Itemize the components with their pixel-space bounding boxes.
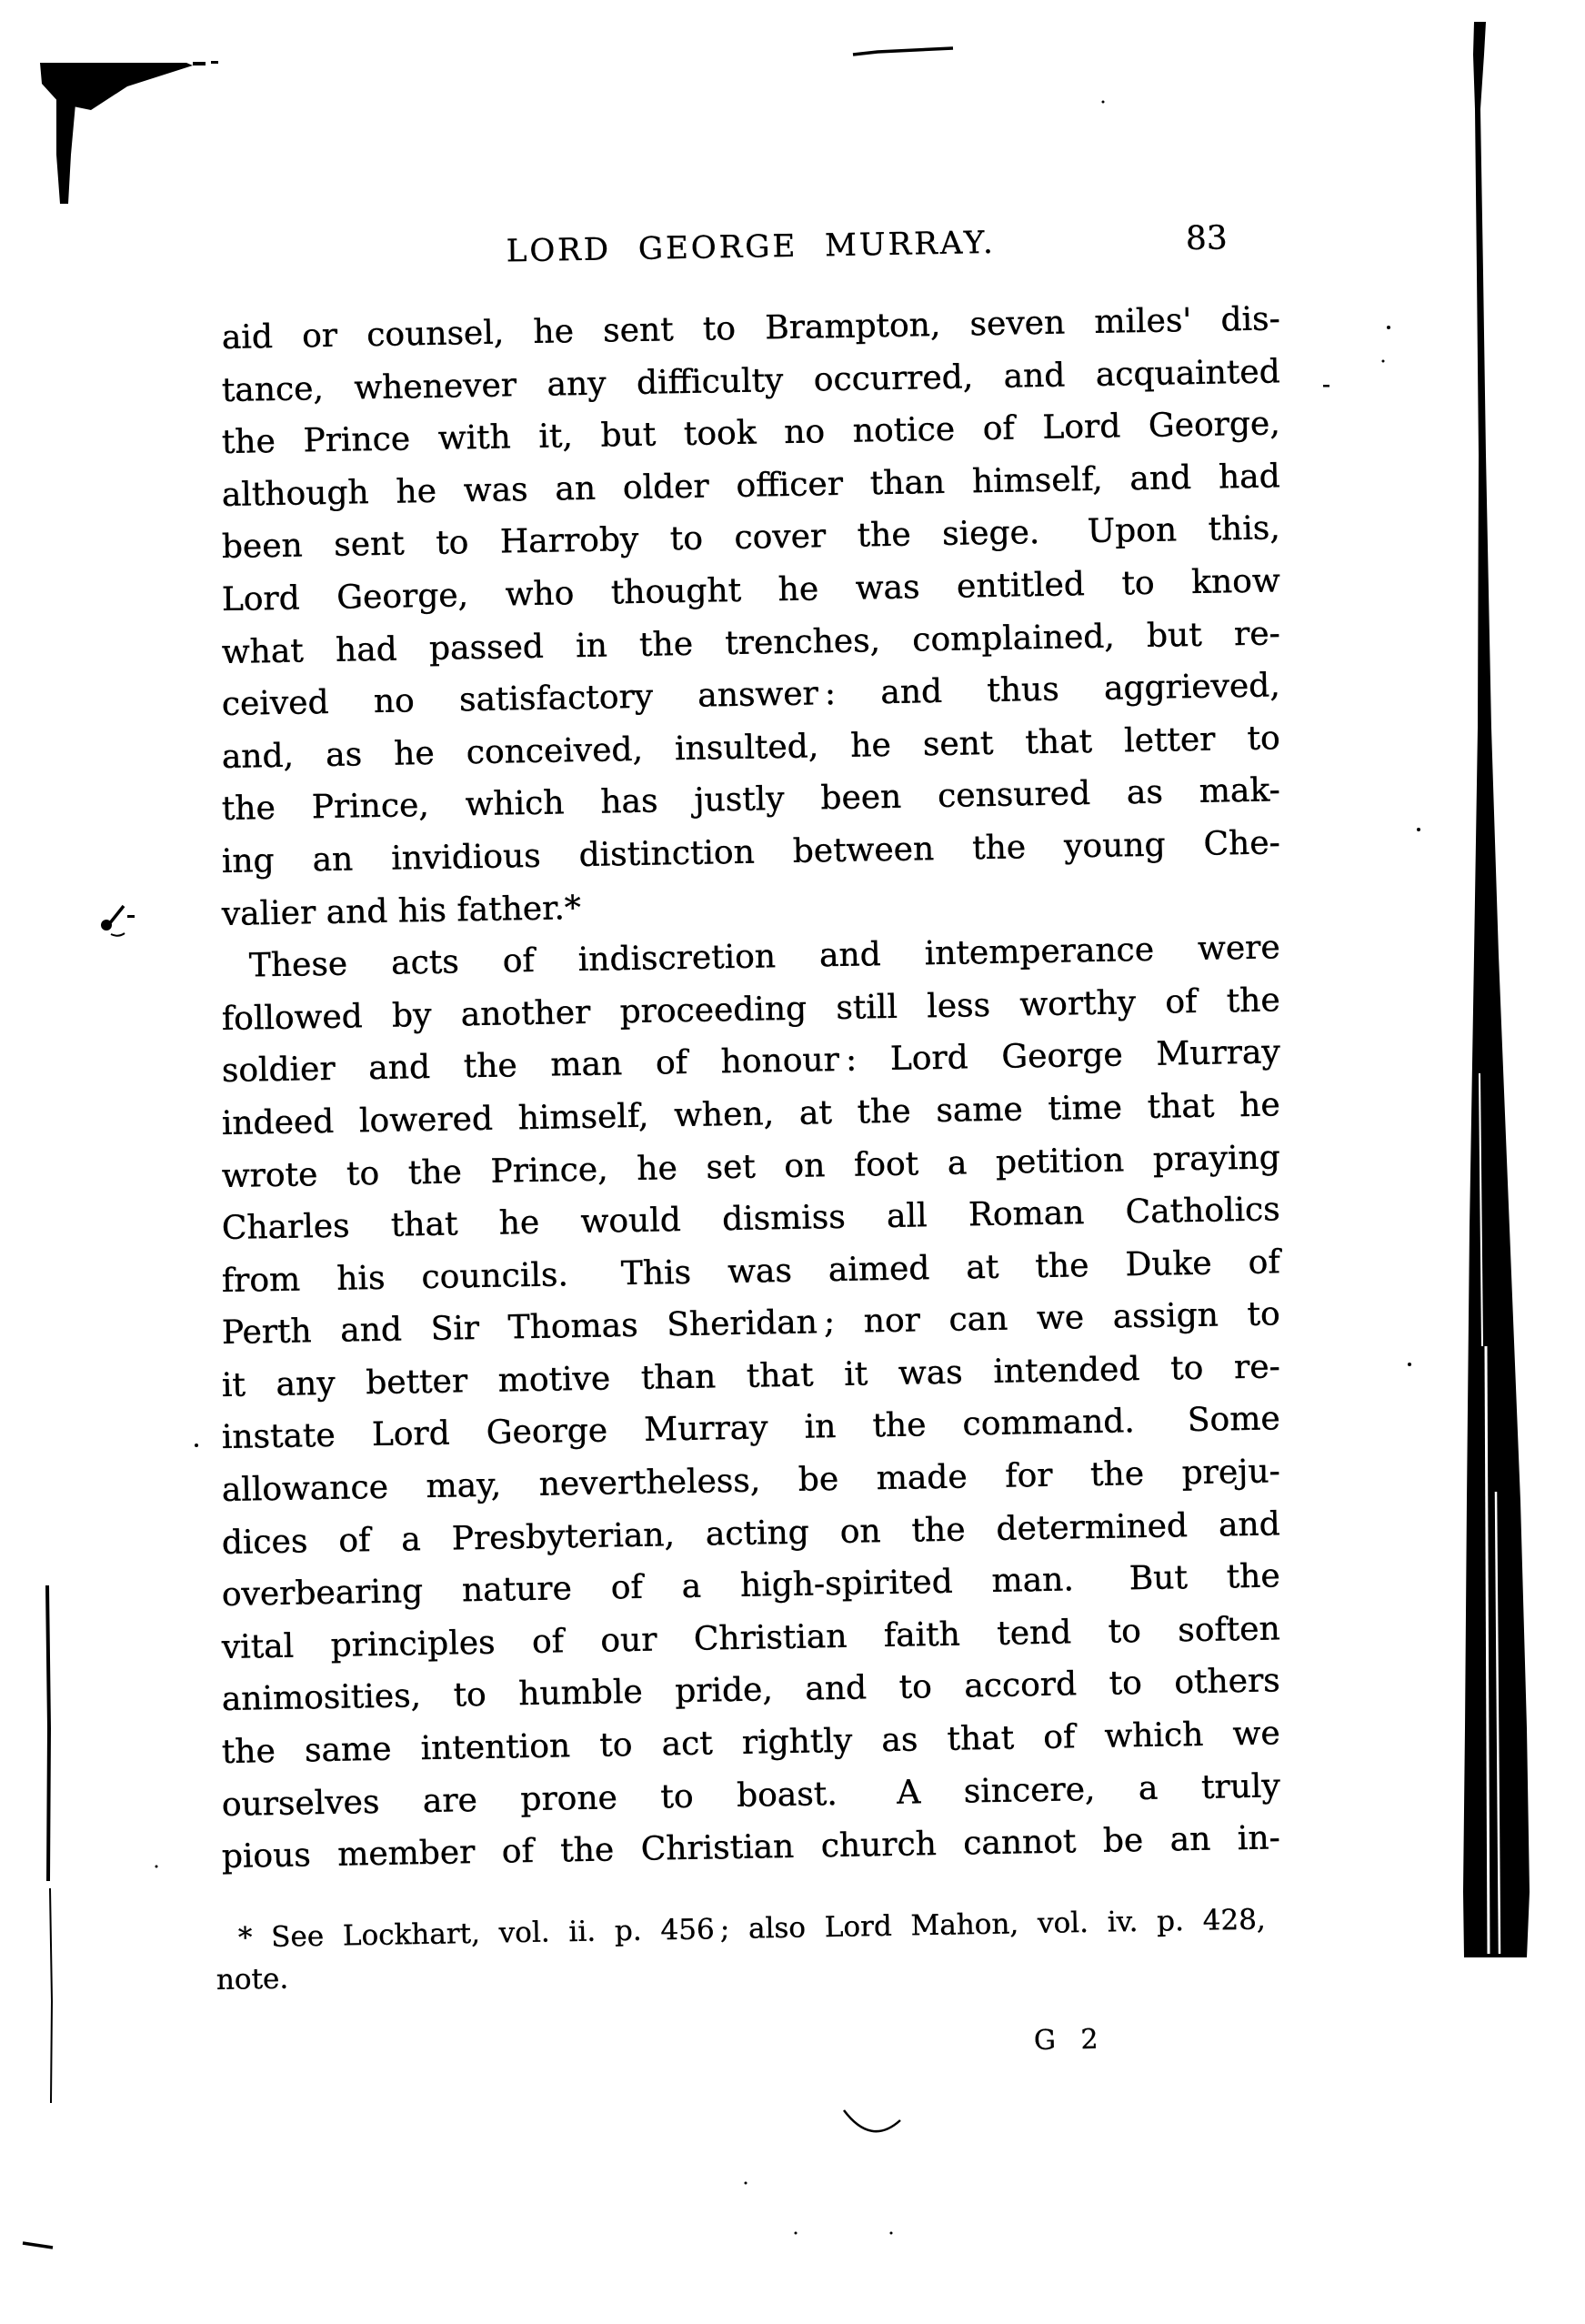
signature-mark: G 2: [1033, 2023, 1098, 2057]
scan-artifact-arc: [844, 2110, 900, 2131]
scan-speck-11: [1102, 101, 1105, 104]
scan-artifact-spine-streak-2: [1496, 1492, 1500, 1954]
body-line: ourselves are prone to boast. A sincere, a truly: [221, 1766, 1281, 1824]
body-line: vital principles of our Christian faith tend to soften: [221, 1610, 1281, 1666]
scan-speck-6: [195, 1444, 198, 1447]
body-line-paragraph-start: These acts of indiscretion and intemperance were: [248, 929, 1281, 985]
scan-artifact-slash-mark: [109, 906, 124, 924]
body-line: valier and his father.*: [221, 889, 582, 933]
scan-speck-8: [745, 2182, 747, 2185]
body-line: animosities, to humble pride, and to accord to others: [221, 1662, 1281, 1719]
scan-artifact-top-left-wedge: [40, 63, 193, 110]
body-line: and, as he conceived, insulted, he sent that letter to: [221, 719, 1281, 776]
scan-artifact-slash-dot: [127, 915, 135, 918]
body-line: although he was an older officer than himself, and had: [221, 458, 1281, 514]
scan-artifact-dash-2: [211, 61, 218, 64]
scan-artifact-top-line: [853, 48, 953, 55]
scan-speck-1: [1387, 326, 1390, 329]
scan-speck-10: [890, 2232, 893, 2235]
footnote: [216, 1903, 1267, 2001]
scan-artifact-spine-streak-3: [1480, 1073, 1482, 1346]
body-line: been sent to Harroby to cover the siege. Upon this,: [221, 509, 1281, 567]
scan-artifact-slash-head: [101, 920, 112, 931]
scan-speck-4: [1417, 828, 1420, 831]
body-line: indeed lowered himself, when, at the same time that he: [221, 1086, 1281, 1142]
scan-speck-3: [1323, 385, 1329, 387]
body-line: pious member of the Christian church cannot be an in-: [221, 1819, 1281, 1876]
body-line: the same intention to act rightly as that of which we: [221, 1715, 1281, 1772]
scan-artifact-dash-1: [193, 62, 206, 65]
body-line: wrote to the Prince, he set on foot a petition praying: [221, 1138, 1281, 1195]
scan-artifact-left-line-2: [50, 1888, 52, 2103]
body-line: Charles that he would dismiss all Roman Catholics: [221, 1191, 1281, 1248]
body-line: ceived no satisfactory answer : and thus aggrieved,: [221, 667, 1281, 724]
footnote-line: note.: [216, 1962, 289, 1997]
scan-speck-2: [1382, 360, 1385, 363]
body-line: what had passed in the trenches, complained, but re-: [221, 614, 1281, 671]
body-line: dices of a Presbyterian, acting on the determined and: [221, 1504, 1281, 1562]
scan-artifact-spine-streak-1: [1486, 1346, 1489, 1954]
body-line: Lord George, who thought he was entitled to know: [221, 562, 1281, 619]
scan-artifact-bottom-dash: [23, 2243, 53, 2248]
body-line: soldier and the man of honour : Lord George Murray: [221, 1033, 1281, 1091]
footnote-line: * See Lockhart, vol. ii. p. 456 ; also Lord Mahon, vol. iv. p. 428,: [237, 1903, 1267, 1955]
scan-artifact-left-line-1: [47, 1585, 49, 1881]
scan-artifact-ink-drip: [56, 89, 76, 204]
page-number: 83: [1185, 219, 1229, 258]
body-line: ing an invidious distinction between the young Che-: [221, 824, 1281, 880]
body-line: Perth and Sir Thomas Sheridan ; nor can we assign to: [221, 1295, 1281, 1353]
body-line: it any better motive than that it was intended to re-: [221, 1348, 1281, 1404]
body-text: [221, 300, 1281, 1884]
scan-artifact-slash-tail: [111, 933, 125, 936]
body-line: the Prince with it, but took no notice of Lord George,: [221, 405, 1281, 462]
body-line: from his councils. This was aimed at the Duke of: [221, 1242, 1281, 1300]
body-line: the Prince, which has justly been censured as mak-: [221, 771, 1281, 829]
scan-speck-7: [155, 1866, 158, 1868]
scan-speck-9: [795, 2232, 798, 2235]
running-title: LORD GEORGE MURRAY.: [506, 224, 997, 270]
body-line: overbearing nature of a high-spirited man. But the: [221, 1557, 1281, 1615]
body-line: aid or counsel, he sent to Brampton, seven miles' dis-: [221, 300, 1281, 357]
scan-artifact-spine-band: [1463, 22, 1530, 1957]
body-line: allowance may, nevertheless, be made for the preju-: [221, 1453, 1281, 1510]
page-header: [221, 210, 1280, 284]
body-line: tance, whenever any difficulty occurred, and acquainted: [221, 352, 1281, 409]
scan-speck-5: [1408, 1363, 1411, 1366]
body-line: followed by another proceeding still less worthy of the: [221, 981, 1281, 1038]
body-line: instate Lord George Murray in the command. Some: [221, 1400, 1281, 1457]
